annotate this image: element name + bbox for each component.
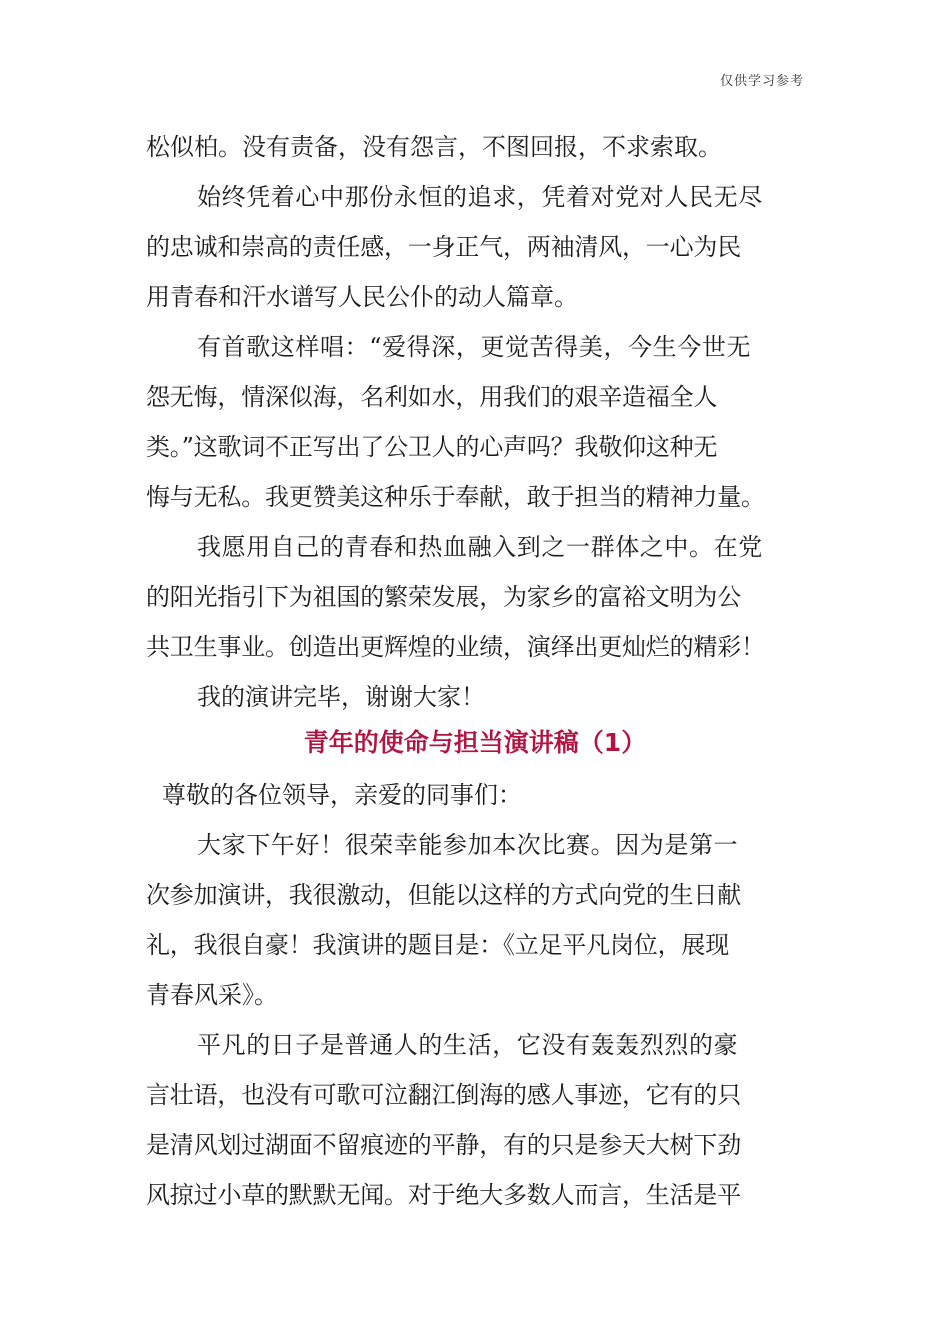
body-line: 平凡的日子是普通人的生活，它没有轰轰烈烈的豪 bbox=[197, 1031, 739, 1059]
body-line: 礼，我很自豪！我演讲的题目是：《立足平凡岗位，展现 bbox=[146, 931, 729, 959]
body-line: 有首歌这样唱：“爱得深，更觉苦得美，今生今世无 bbox=[197, 333, 752, 361]
body-line: 尊敬的各位领导，亲爱的同事们： bbox=[162, 781, 522, 809]
body-line: 青春风采》。 bbox=[146, 981, 278, 1009]
body-line: 松似柏。没有责备，没有怨言，不图回报，不求索取。 bbox=[146, 133, 722, 161]
header-note: 仅供学习参考 bbox=[719, 74, 804, 89]
body-line: 是清风划过湖面不留痕迹的平静，有的只是参天大树下劲 bbox=[146, 1131, 741, 1159]
body-line: 始终凭着心中那份永恒的追求，凭着对党对人民无尽 bbox=[197, 183, 763, 211]
body-line: 风掠过小草的默默无闻。对于绝大多数人而言，生活是平 bbox=[146, 1181, 741, 1209]
body-line: 用青春和汗水谱写人民公仆的动人篇章。 bbox=[146, 283, 578, 311]
body-line: 的阳光指引下为祖国的繁荣发展，为家乡的富裕文明为公 bbox=[146, 583, 741, 611]
body-line: 怨无悔，情深似海，名利如水，用我们的艰辛造福全人 bbox=[146, 383, 718, 411]
body-line: 次参加演讲，我很激动，但能以这样的方式向党的生日献 bbox=[146, 881, 741, 909]
body-line: 言壮语，也没有可歌可泣翻江倒海的感人事迹，它有的只 bbox=[146, 1081, 741, 1109]
body-line: 我的演讲完毕，谢谢大家！ bbox=[197, 683, 485, 711]
body-line: 大家下午好！很荣幸能参加本次比赛。因为是第一 bbox=[197, 831, 739, 859]
body-line: 的忠诚和崇高的责任感，一身正气，两袖清风，一心为民 bbox=[146, 233, 741, 261]
body-line: 共卫生事业。创造出更辉煌的业绩，演绎出更灿烂的精彩！ bbox=[146, 633, 765, 661]
section-title: 青年的使命与担当演讲稿（1） bbox=[303, 728, 647, 757]
body-line: 悔与无私。我更赞美这种乐于奉献，敢于担当的精神力量。 bbox=[146, 483, 765, 511]
body-line: 类。”这歌词不正写出了公卫人的心声吗？我敬仰这种无 bbox=[146, 433, 718, 461]
body-line: 我愿用自己的青春和热血融入到之一群体之中。在党 bbox=[197, 533, 763, 561]
